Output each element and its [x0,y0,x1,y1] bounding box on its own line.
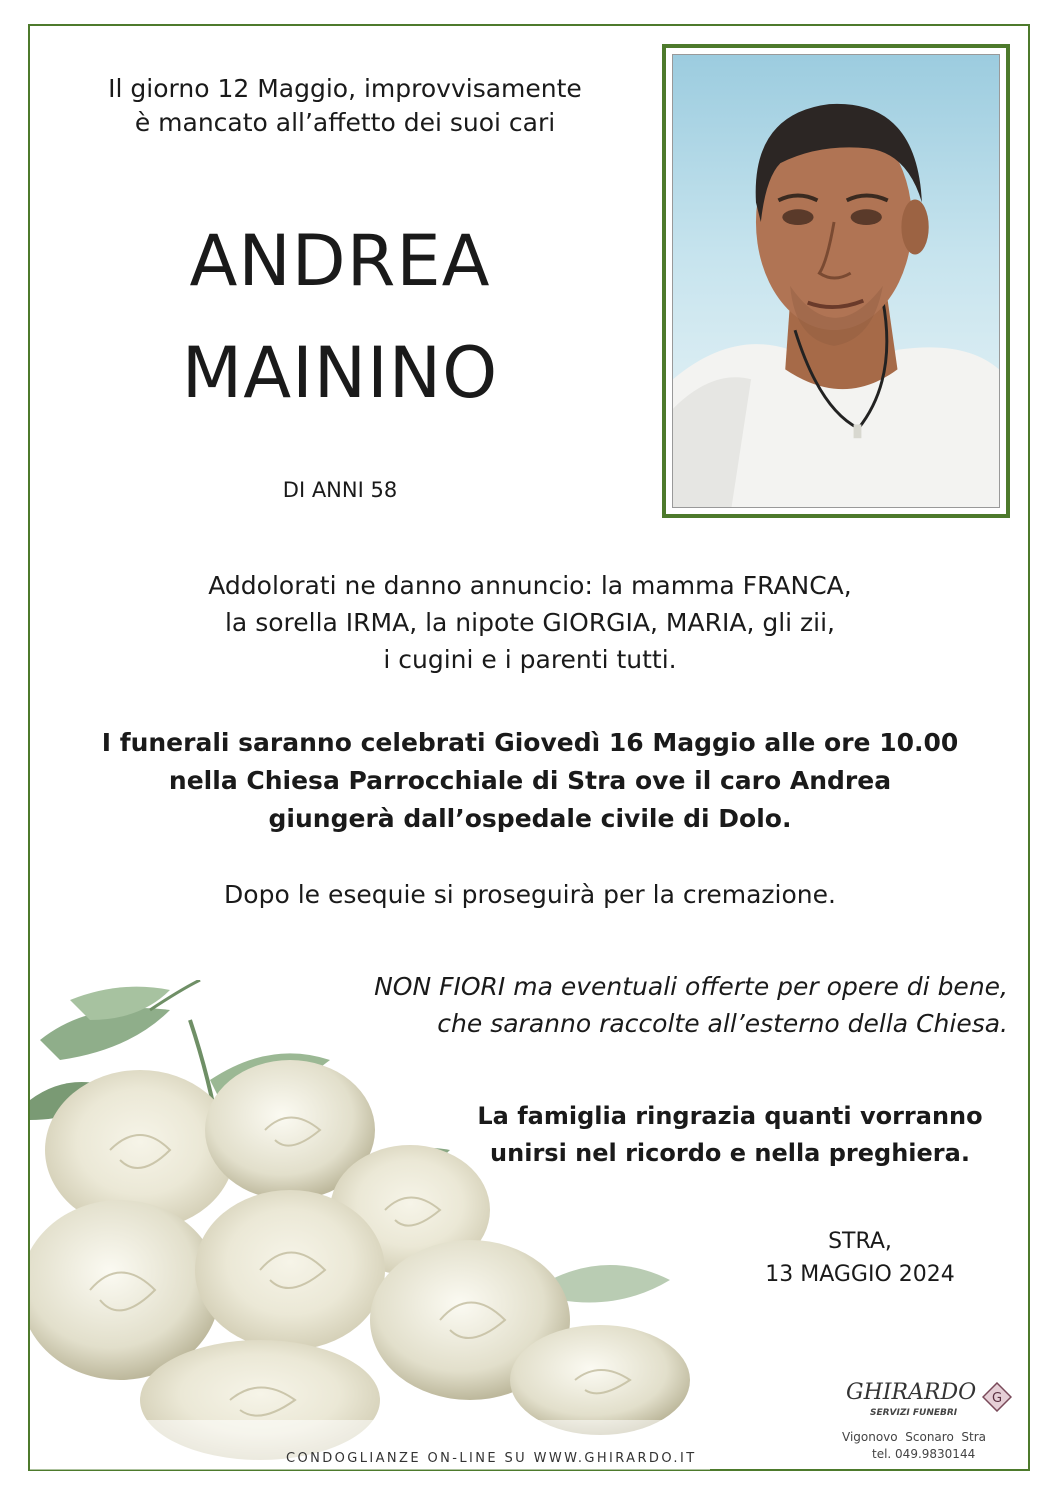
roses-illustration [30,980,710,1470]
funeral-line-1: I funerali saranno celebrati Giovedì 16 Maggio alle ore 10.00 [101,728,959,757]
logo-phone: tel. 049.9830144 [872,1447,976,1461]
logo-mark-icon [982,1382,1012,1412]
no-flowers-line-1: NON FIORI ma eventuali offerte per opere di bene, [374,972,1008,1001]
portrait-illustration [673,55,999,507]
first-name: ANDREA [189,220,491,302]
after-service-text: Dopo le esequie si proseguirà per la cremazione. [224,880,836,909]
place-label: STRA, [828,1229,892,1254]
date-label: 13 MAGGIO 2024 [765,1262,955,1287]
condolences-link-text[interactable]: CONDOGLIANZE ON-LINE SU WWW.GHIRARDO.IT [286,1451,697,1466]
announcement-line-1: Addolorati ne danno annuncio: la mamma FRANCA, [208,571,852,600]
thanks-line-2: unirsi nel ricordo e nella preghiera. [490,1139,970,1167]
funeral-line-2: nella Chiesa Parrocchiale di Stra ove il caro Andrea [168,766,892,795]
white-roses-image [30,980,710,1470]
intro-line-2: è mancato all’affetto dei suoi cari [134,108,556,137]
logo-subtitle: SERVIZI FUNEBRI [870,1408,958,1418]
portrait-photo [672,54,1000,508]
no-flowers-line-2: che saranno raccolte all’esterno della Chiesa. [437,1009,1008,1038]
intro-text [60,72,630,140]
funeral-text [90,724,970,838]
no-flowers-text [240,968,1008,1042]
age-label: DI ANNI 58 [282,478,398,502]
announcement-line-3: i cugini e i parenti tutti. [383,645,677,674]
announcement-text [120,567,940,678]
logo-towns: Vigonovo Sconaro Stra [842,1430,987,1444]
logo-brand: GHIRARDO [846,1380,977,1405]
intro-line-1: Il giorno 12 Maggio, improvvisamente [108,74,582,103]
announcement-line-2: la sorella IRMA, la nipote GIORGIA, MARIA, gli zii, [224,608,836,637]
last-name: MAININO [181,332,499,414]
place-date [750,1225,970,1291]
logo-letter: G [991,1391,1003,1406]
thanks-line-1: La famiglia ringrazia quanti vorranno [477,1102,983,1130]
funeral-line-3: giungerà dall’ospedale civile di Dolo. [268,804,792,833]
thanks-text [440,1098,1020,1172]
portrait-frame [662,44,1010,518]
